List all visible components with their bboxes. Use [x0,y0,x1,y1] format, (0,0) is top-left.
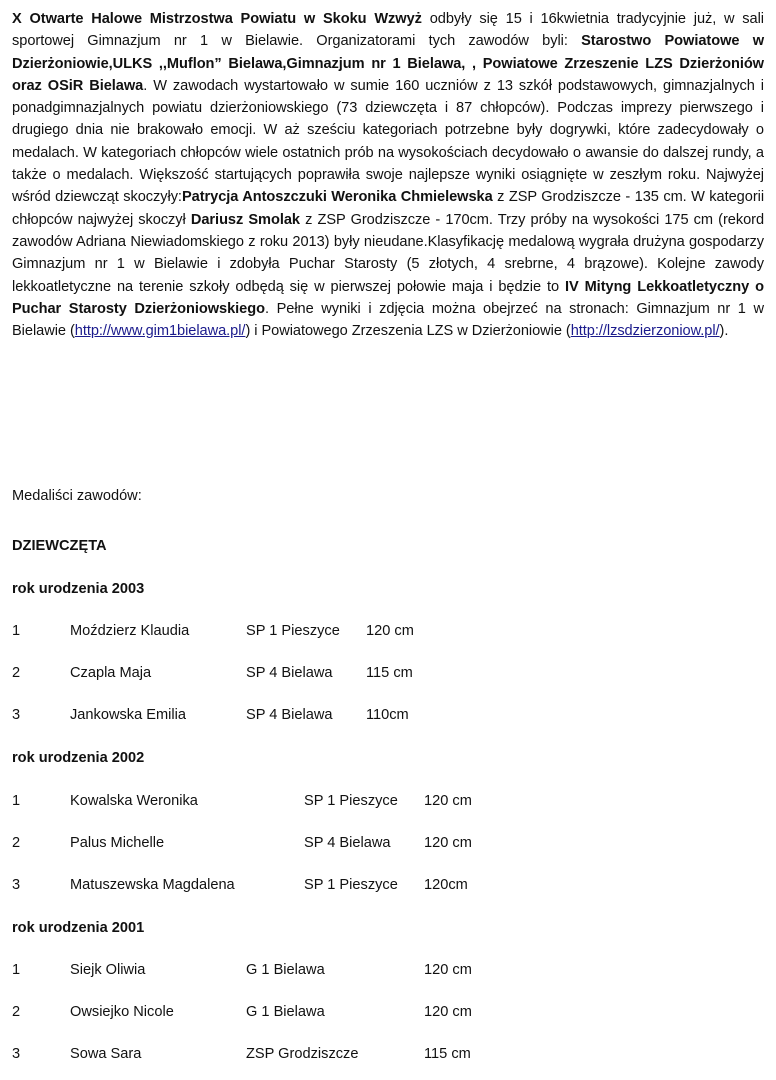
article-text: z ZSP Grodziszcze - 135 cm. W kategorii chłopców najwyżej skoczył [12,189,765,228]
result: 115 cm [366,665,413,681]
document-page [12,8,765,1062]
article-text: ). [719,323,729,340]
best-boy: Dariusz Smolak [190,211,300,228]
table-row [12,1046,764,1068]
lzs-link[interactable]: http://lzsdzierzoniow.pl/ [570,323,720,340]
athlete-name: Siejk Oliwia [70,962,146,978]
table-row [12,707,764,729]
table-row [12,793,764,815]
group-heading: rok urodzenia 2003 [12,581,145,597]
gim1-link[interactable]: http://www.gim1bielawa.pl/ [74,323,246,340]
place: 1 [12,962,21,978]
table-row [12,962,764,984]
result: 120 cm [424,835,472,851]
athlete-name: Sowa Sara [70,1046,142,1062]
athlete-name: Kowalska Weronika [70,793,198,809]
school: SP 4 Bielawa [246,665,333,681]
athlete-name: Matuszewska Magdalena [70,877,235,893]
place: 2 [12,835,21,851]
place: 3 [12,877,21,893]
place: 2 [12,665,21,681]
result: 120cm [424,877,468,893]
organizers: Starostwo Powiatowe w Dzierżoniowie,ULKS ,,Muflon” Bielawa,Gimnazjum nr 1 Bielawa, , Powiatowe Zrzeszenie LZS Dzierżoniów oraz OSiR Bielawa [12,33,764,94]
result: 120 cm [424,1004,472,1020]
table-row [12,1004,764,1026]
school: SP 1 Pieszyce [246,623,340,639]
best-girls: Patrycja Antoszczuki Weronika Chmielewska [181,189,493,206]
school: G 1 Bielawa [246,962,325,978]
next-event: IV Mityng Lekkoatletyczny o Puchar Starosty Dzierżoniowskiego [12,278,764,317]
school: ZSP Grodziszcze [246,1046,359,1062]
table-row [12,665,764,687]
article-text: odbyły się 15 i 16kwietnia tradycyjnie już, w sali sportowej Gimnazjum nr 1 w Bielawie. Organizatorami tych zawodów byli: [12,11,764,50]
place: 3 [12,707,21,723]
athlete-name: Palus Michelle [70,835,165,851]
place: 2 [12,1004,21,1020]
school: SP 1 Pieszyce [304,877,398,893]
school: G 1 Bielawa [246,1004,325,1020]
school: SP 4 Bielawa [246,707,333,723]
result: 110cm [366,707,409,723]
school: SP 1 Pieszyce [304,793,398,809]
medalists-intro: Medaliści zawodów: [12,488,142,504]
article-paragraph [12,8,764,342]
place: 1 [12,793,21,809]
article-text: . Pełne wyniki i zdjęcia można obejrzeć na stronach: Gimnazjum nr 1 w Bielawie ( [12,300,764,340]
article-text: ) i Powiatowego Zrzeszenia LZS w Dzierżoniowie ( [245,323,571,340]
place: 1 [12,623,21,639]
athlete-name: Czapla Maja [70,665,152,681]
athlete-name: Moździerz Klaudia [70,623,190,639]
table-row [12,835,764,857]
article-text: . W zawodach wystartowało w sumie 160 uczniów z 13 szkół podstawowych, gimnazjalnych i ponadgimnazjalnych powiatu dzierżoniowskiego (73 dziewczęta i 87 chłopców). Podczas imprezy pierwszego i drugiego dnia nie brakowało emocji. W aż sześciu kategoriach potrzebne były dogrywki, które zadecydowały o medalach. W kategoriach chłopców wiele ostatnich prób na wysokościach decydowało o awansie do dalszej rundy, a także o medalach. Większość startujących poprawiła swoje najlepsze wyniki osiągnięte w zeszłym roku. Najwyżej wśród dziewcząt skoczyły: [12,77,764,206]
result: 120 cm [366,623,414,639]
school: SP 4 Bielawa [304,835,391,851]
result: 120 cm [424,793,472,809]
athlete-name: Owsiejko Nicole [70,1004,174,1020]
girls-heading: DZIEWCZĘTA [12,538,107,554]
article-text: z ZSP Grodziszcze - 170cm. Trzy próby na wysokości 175 cm (rekord zawodów Adriana Niewiadomskiego z roku 2013) były nieudane.Klasyfikację medalową wygrała drużyna gospodarzy Gimnazjum nr 1 w Bielawie i zdobyła Puchar Starosty (5 złotych, 4 srebrne, 4 brązowe). Kolejne zawody lekkoatletyczne na terenie szkoły odbędą się w pierwszej połowie maja i będzie to [12,211,765,295]
event-title: X Otwarte Halowe Mistrzostwa Powiatu w Skoku Wzwyż [12,11,422,27]
result: 115 cm [424,1046,471,1062]
table-row [12,623,764,645]
athlete-name: Jankowska Emilia [70,707,186,723]
result: 120 cm [424,962,472,978]
place: 3 [12,1046,21,1062]
group-heading: rok urodzenia 2001 [12,920,145,936]
group-heading: rok urodzenia 2002 [12,750,145,766]
table-row [12,877,764,899]
